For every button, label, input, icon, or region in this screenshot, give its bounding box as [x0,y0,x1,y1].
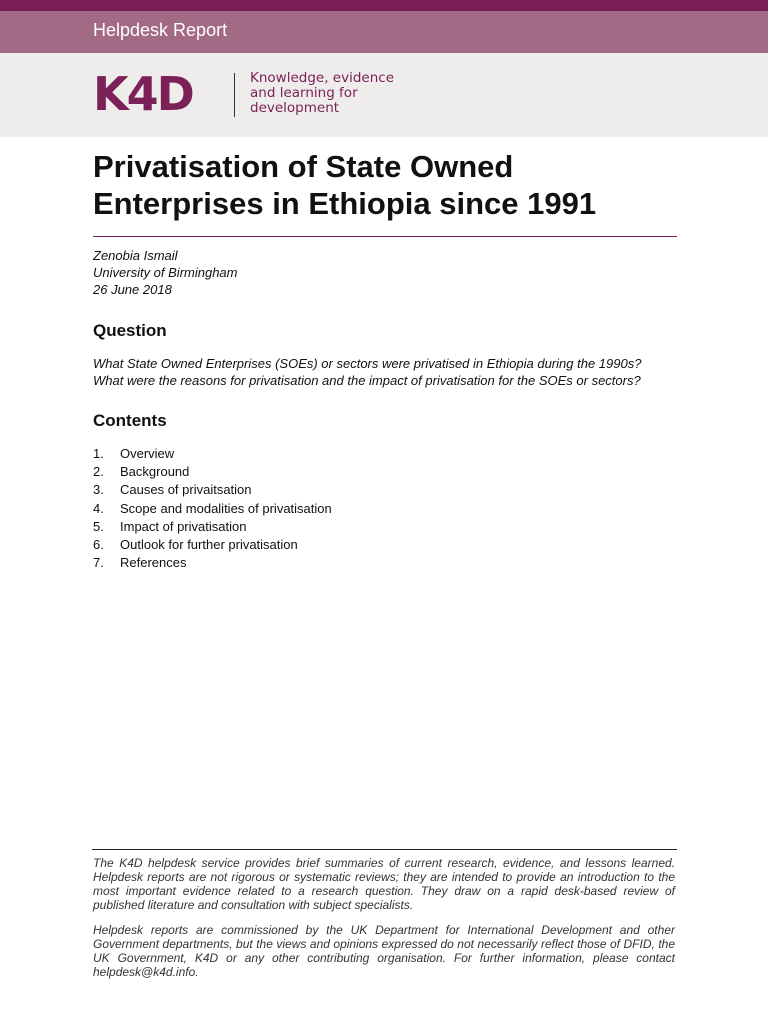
page-title [93,148,693,222]
footer-disclaimer [93,856,675,990]
contents-item-label: Background [120,464,190,480]
report-type-band [0,11,768,53]
contents-item[interactable] [93,554,332,572]
contents-item-number: 7. [93,555,104,571]
footer-paragraph-service: The K4D helpdesk service provides brief summaries of current research, evidence, and lessons learned. Helpdesk reports are not rigorous or systematic reviews; they are intended to provide an introduction to the most important evidence related to a research question. They draw on a rapid desk-based review of published literature and consultation with subject specialists. [93,856,675,912]
contents-heading: Contents [93,411,167,430]
contents-item[interactable] [93,518,332,536]
report-date: 26 June 2018 [93,282,172,297]
contents-item-number: 2. [93,464,104,480]
contents-item-label: Impact of privatisation [120,518,247,534]
title-line: Privatisation of State Owned [93,149,514,184]
tagline-line: Knowledge, evidence [250,70,394,86]
logo-band [0,53,768,137]
contents-item[interactable] [93,463,332,481]
logo-divider [234,73,235,117]
report-type-label: Helpdesk Report [93,20,228,40]
contents-item-number: 3. [93,482,104,498]
contents-item-number: 6. [93,537,104,553]
question-line: What State Owned Enterprises (SOEs) or sectors were privatised in Ethiopia during the 1990s? [93,356,642,371]
question-text [93,355,683,389]
contents-list [93,445,332,572]
logo-tagline [250,71,394,116]
k4d-logo: K4D [93,67,193,121]
contents-item-label: Causes of privaitsation [120,482,252,498]
author-institution: University of Birmingham [93,265,238,280]
contents-item[interactable] [93,536,332,554]
contents-item-label: Overview [120,446,175,461]
tagline-line: and learning for [250,85,358,101]
footer-divider [92,849,677,850]
tagline-line: development [250,100,340,116]
top-accent-stripe [0,0,768,11]
contents-item-label: Outlook for further privatisation [120,537,298,553]
contents-item[interactable] [93,500,332,518]
footer-paragraph-commission: Helpdesk reports are commissioned by the UK Department for International Development and other Government departments, but the views and opinions expressed do not necessarily reflect those of DFID, the UK Government, K4D or any other contributing organisation. For further information, please contact helpdesk@k4d.info. [93,923,675,979]
contents-item-label: References [120,555,187,571]
author-name: Zenobia Ismail [93,248,178,263]
contents-item-number: 1. [93,446,104,461]
author-block [93,247,238,298]
title-divider [93,236,677,237]
contents-item-number: 5. [93,518,104,534]
question-line: What were the reasons for privatisation and the impact of privatisation for the SOEs or sectors? [93,373,641,388]
contents-item-label: Scope and modalities of privatisation [120,500,332,516]
contents-item-number: 4. [93,500,104,516]
question-heading: Question [93,321,167,340]
contents-item[interactable] [93,481,332,499]
contents-item[interactable] [93,445,332,463]
title-line: Enterprises in Ethiopia since 1991 [93,186,597,221]
